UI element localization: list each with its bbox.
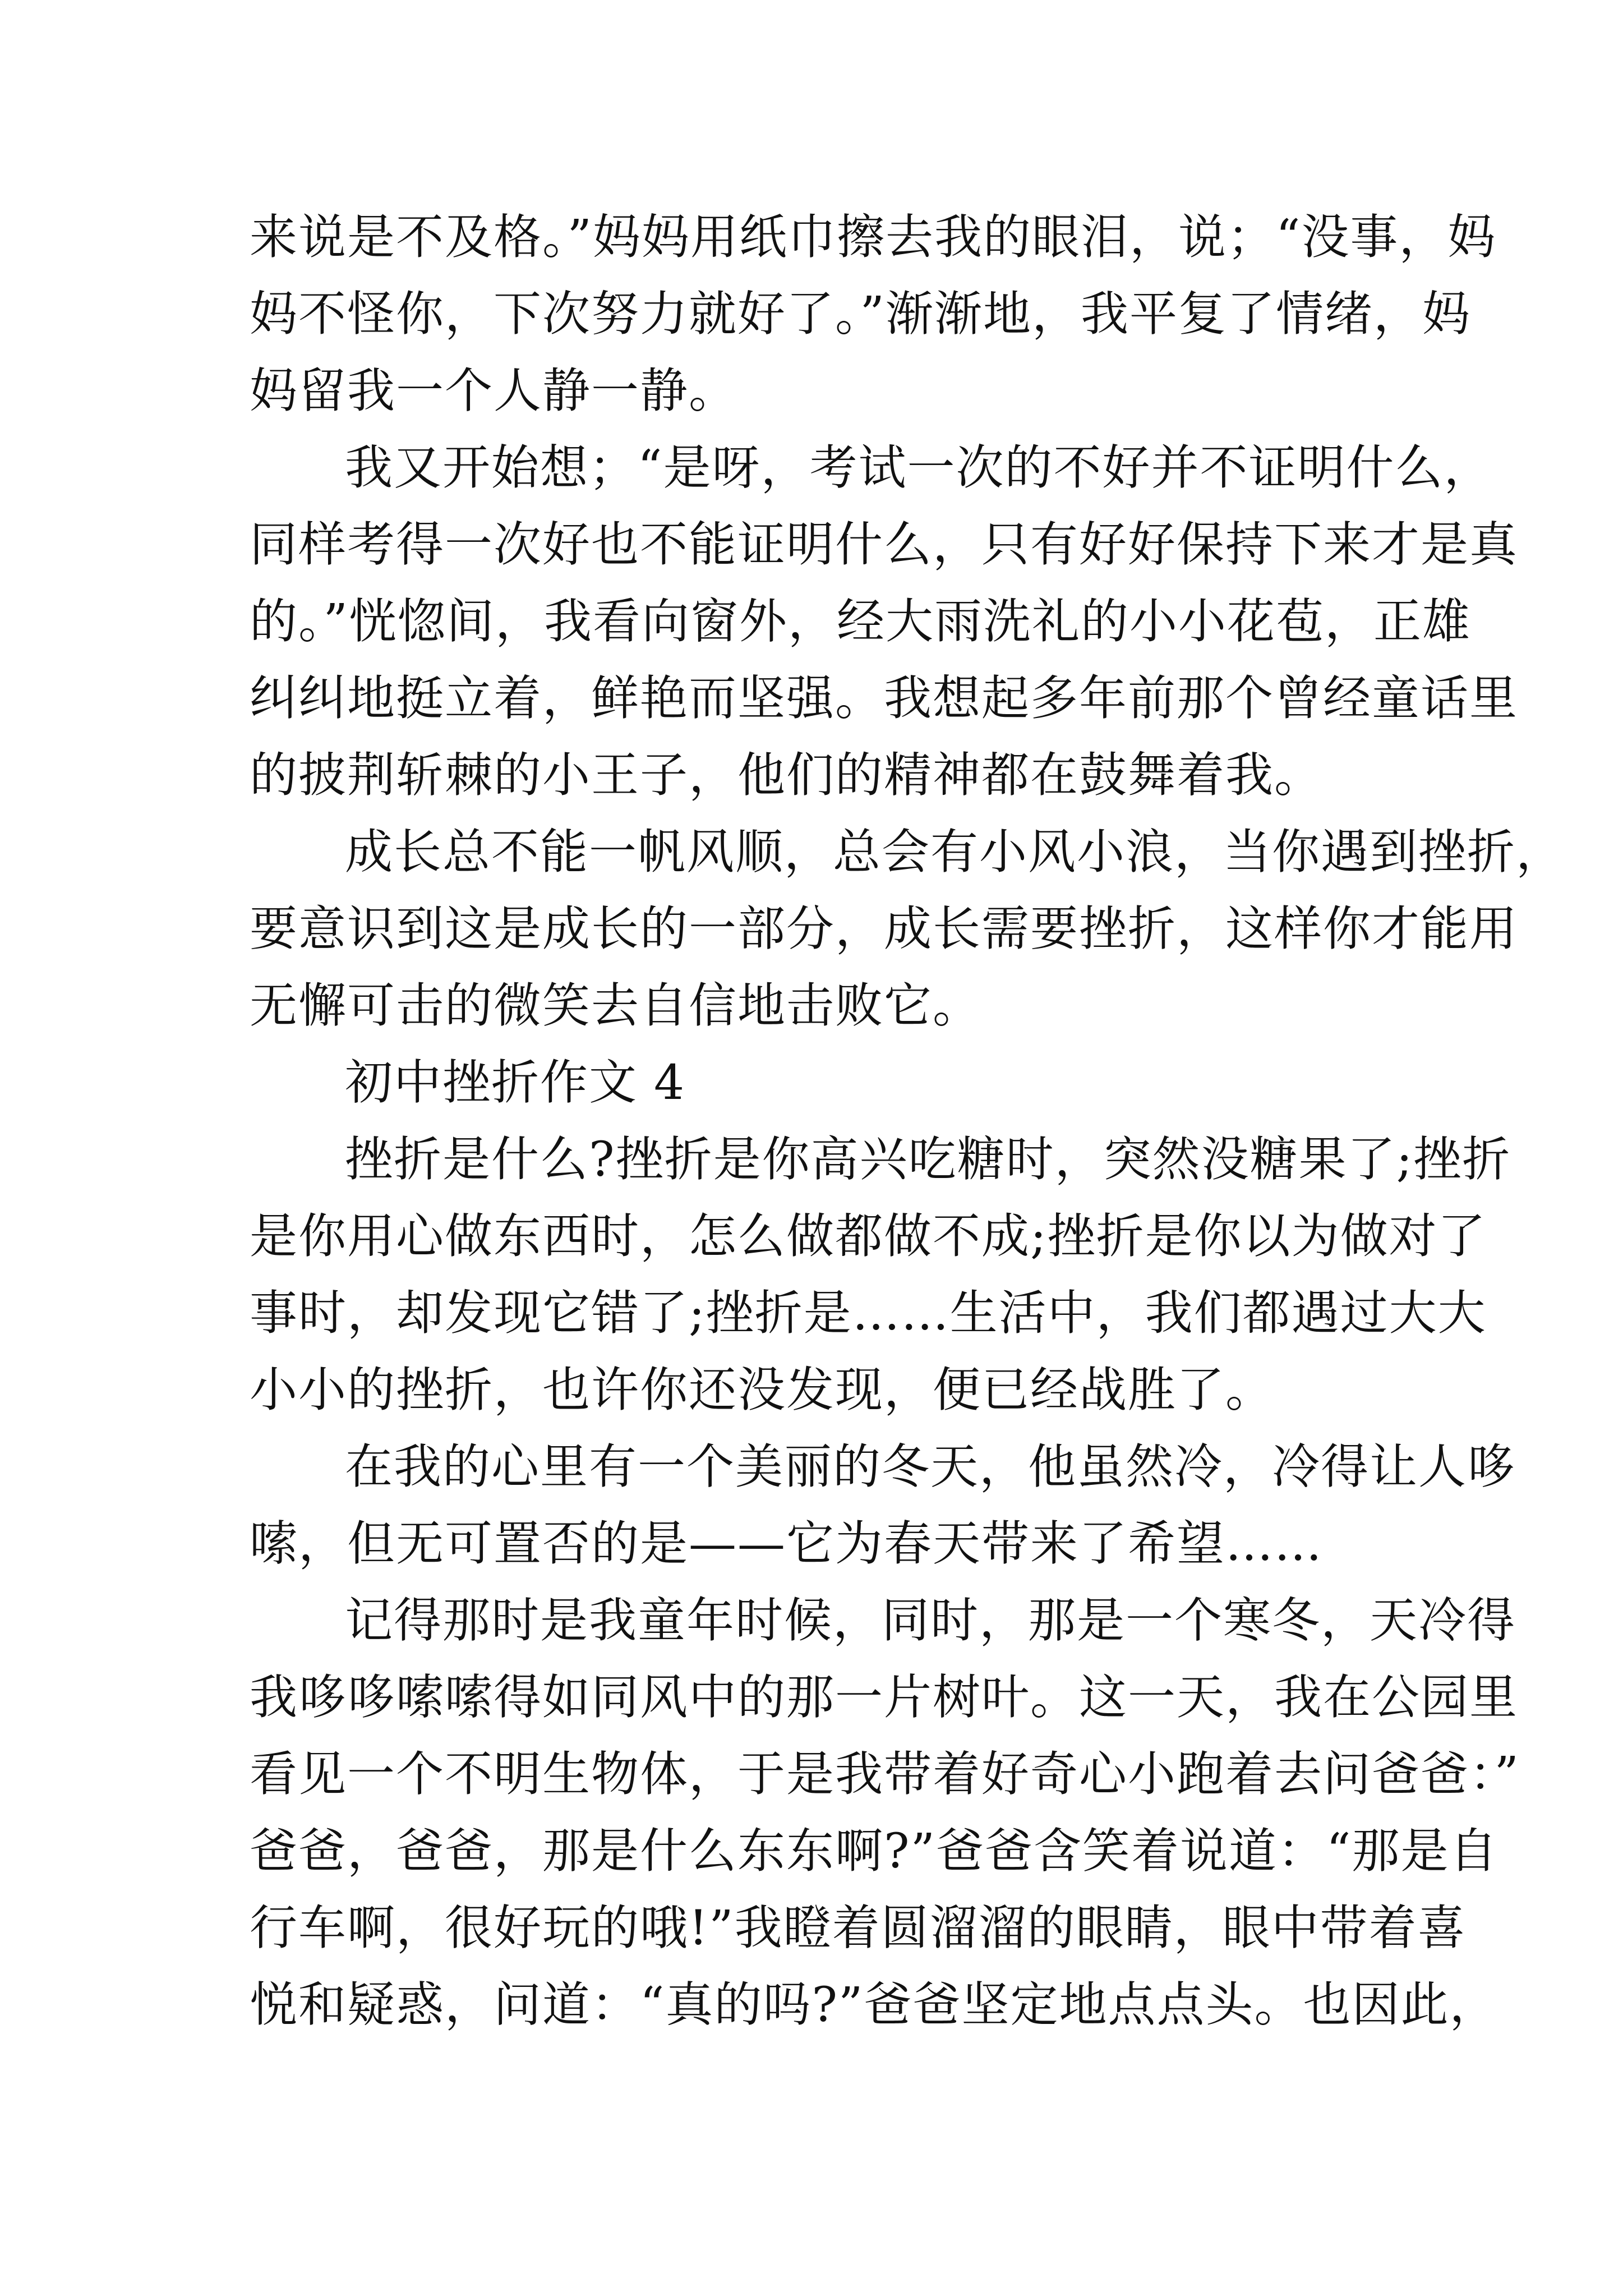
text-line: 无懈可击的微笑去自信地击败它。 — [250, 978, 982, 1034]
paragraph-6 — [250, 1582, 1520, 2044]
text-line: 我哆哆嗦嗦得如同风中的那一片树叶。这一天，我在公园里 — [250, 1670, 1519, 1726]
text-line: 挫折是什么?挫折是你高兴吃糖时，突然没糖果了;挫折 — [345, 1132, 1511, 1188]
text-line: 来说是不及格。”妈妈用纸巾擦去我的眼泪，说；“没事，妈 — [250, 210, 1497, 265]
text-line: 悦和疑惑，问道：“真的吗?”爸爸坚定地点点头。也因此， — [250, 1977, 1498, 2033]
text-line: 小小的挫折，也许你还没发现，便已经战胜了。 — [250, 1363, 1275, 1418]
text-line: 妈不怪你，下次努力就好了。”渐渐地，我平复了情绪，妈 — [250, 287, 1471, 342]
text-line: 同样考得一次好也不能证明什么，只有好好保持下来才是真 — [250, 517, 1519, 573]
paragraph-1 — [250, 199, 1497, 430]
text-line: 我又开始想；“是呀，考试一次的不好并不证明什么， — [345, 440, 1493, 496]
paragraph-5 — [250, 1429, 1516, 1582]
paragraph-4 — [250, 1121, 1511, 1429]
text-line: 成长总不能一帆风顺，总会有小风小浪，当你遇到挫折， — [345, 825, 1565, 880]
text-line: 嗦，但无可置否的是——它为春天带来了希望…… — [250, 1516, 1324, 1572]
text-line: 行车啊，很好玩的哦!”我瞪着圆溜溜的眼睛，眼中带着喜 — [250, 1901, 1467, 1956]
text-line: 纠纠地挺立着，鲜艳而坚强。我想起多年前那个曾经童话里 — [250, 671, 1519, 726]
text-line: 在我的心里有一个美丽的冬天，他虽然冷，冷得让人哆 — [345, 1439, 1516, 1495]
essay-body — [250, 199, 1565, 2044]
paragraph-3 — [250, 814, 1565, 1045]
text-line: 看见一个不明生物体，于是我带着好奇心小跑着去问爸爸：” — [250, 1747, 1520, 1802]
text-line: 事时，却发现它错了;挫折是……生活中，我们都遇过大大 — [250, 1286, 1487, 1341]
paragraph-2 — [250, 430, 1519, 814]
text-line: 妈留我一个人静一静。 — [250, 364, 738, 419]
section-heading — [250, 1045, 1394, 1121]
text-line: 的披荆斩棘的小王子，他们的精神都在鼓舞着我。 — [250, 748, 1324, 803]
text-line: 爸爸，爸爸，那是什么东东啊?”爸爸含笑着说道：“那是自 — [250, 1824, 1498, 1879]
essay-title: 初中挫折作文 4 — [345, 1055, 686, 1111]
text-line: 要意识到这是成长的一部分，成长需要挫折，这样你才能用 — [250, 901, 1519, 957]
text-line: 的。”恍惚间，我看向窗外，经大雨洗礼的小小花苞，正雄 — [250, 594, 1471, 650]
text-line: 记得那时是我童年时候，同时，那是一个寒冬，天冷得 — [345, 1593, 1516, 1649]
text-line: 是你用心做东西时，怎么做都做不成;挫折是你以为做对了 — [250, 1209, 1487, 1264]
